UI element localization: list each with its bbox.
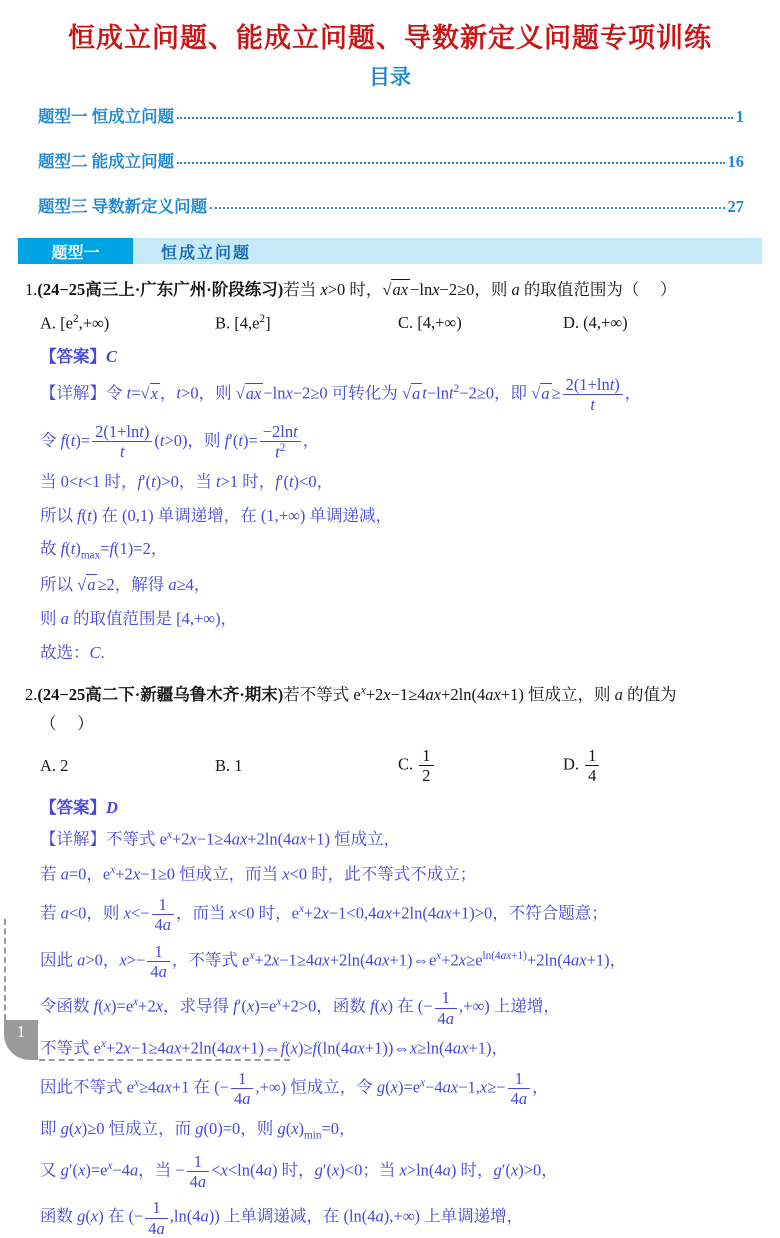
solution-line: 则 a 的取值范围是 [4,+∞)， — [40, 609, 238, 629]
toc-entry-type2[interactable] — [38, 148, 744, 172]
solution-line: 因此 a>0，x>− $\frac{1}{4a}$ ，不等式 $e^x+2x-1\ge 4ax+2\ln(4ax+1)\Leftrightarrow e^x+2x\ge e^{ln(4ax+1)}+2\ln(4ax+1)$， — [40, 941, 627, 981]
page-border-left-dashed — [4, 919, 6, 1020]
page-number-tab — [4, 1020, 38, 1060]
toc-entry-label: 题型二 能成立问题 — [38, 152, 175, 171]
document-title: 恒成立问题、能成立问题、导数新定义问题专项训练 — [68, 23, 712, 53]
option-d: D. $\frac{1}{4}$ — [563, 747, 762, 785]
toc-entry-label: 题型三 导数新定义问题 — [38, 197, 208, 216]
option-c: C. [4,+∞) — [398, 312, 462, 332]
table-of-contents — [38, 103, 744, 217]
solution-line: 不等式 $e^x+2x-1\ge 4ax+2\ln(4ax+1)\Leftrightarrow f(x)\ge f(\ln(4ax+1))\Leftrightarrow x\ge\ln(4ax+1)$， — [40, 1037, 508, 1058]
problem-2-stem: 2.(24−25高二下·新疆乌鲁木齐·期末)若不等式 $e^x+2x-1\ge 4ax+2\ln(4ax+1)$ 恒成立，则 a 的值为 — [25, 684, 677, 704]
page-border-bottom-dashed — [39, 1059, 290, 1061]
solution-line: 若 a<0，则 x<− $\frac{1}{4a}$ ，而当 x<0 时，$e^x+2x-1<0,4ax+2\ln(4ax+1)>0$，不符合题意； — [40, 894, 608, 935]
problem-1-options — [40, 313, 762, 334]
option-d: D. (4,+∞) — [563, 312, 628, 332]
section-header-bar — [18, 238, 762, 264]
solution-line: 又 $g'(x)=e^x-4a$，当 − $\frac{1}{4a}$ <x<ln(4a) 时，g′(x)<0；当 x>ln(4a) 时，g′(x)>0， — [40, 1151, 558, 1192]
toc-entry-label: 题型一 恒成立问题 — [38, 107, 175, 126]
toc-entry-type1[interactable] — [38, 103, 744, 127]
option-a: A. $[e^2,+\infty)$ — [40, 312, 110, 333]
toc-dot-leader — [177, 162, 724, 164]
toc-dot-leader — [177, 117, 733, 119]
problem-1-stem: 1.(24−25高三上·广东广州·阶段练习)若当 x>0 时，√ax −lnx−2≥0，则 a 的取值范围为（ ） — [25, 280, 677, 299]
toc-entry-page: 16 — [727, 152, 744, 171]
option-b: B. $[4,e^2]$ — [215, 312, 271, 333]
option-a: A. 2 — [40, 755, 69, 775]
solution-line: 即 g(x)≥0 恒成立，而 g(0)=0，则 $g(x)_{min}=0$， — [40, 1118, 356, 1141]
solution-line: 若 a=0，$e^x+2x-1\ge 0$ 恒成立，而当 x<0 时，此不等式不成立； — [40, 863, 477, 884]
problem-1-answer: 【答案】C — [40, 347, 118, 367]
problem-1 — [25, 277, 762, 666]
problem-2-stem-continued: （ ） — [40, 714, 94, 734]
solution-line: 因此不等式 $e^x\ge 4ax+1$ 在 (− $\frac{1}{4a}$ ,+∞) 恒成立，令 $g(x)=e^x-4ax-1,x\ge-$ $\frac{1}{4a}$ ， — [40, 1069, 549, 1109]
problem-2-answer: 【答案】D — [40, 798, 118, 818]
toc-dot-leader — [210, 207, 724, 209]
solution-line: 函数 g(x) 在 (− $\frac{1}{4a}$ ,ln(4a)) 上单调递减，在 (ln(4a),+∞) 上单调递增， — [40, 1198, 524, 1238]
solution-line: 令 f(t)= $\frac{2(1+\ln t)}{t}$ (t>0)，则 f′(t)= $\frac{-2\ln t}{t^2}$ ， — [40, 421, 320, 462]
toc-entry-page: 27 — [727, 197, 744, 216]
solution-line: 【详解】不等式 $e^x+2x-1\ge 4ax+2\ln(4ax+1)$ 恒成立， — [40, 829, 401, 849]
page-number: 1 — [16, 1022, 26, 1041]
option-b: B. 1 — [215, 755, 243, 775]
section-title: 恒成立问题 — [161, 244, 252, 262]
document-page — [0, 16, 780, 1238]
solution-line: 所以 √a ≥2，解得 a≥4， — [40, 575, 211, 595]
solution-line: 所以 f(t) 在 (0,1) 单调递增，在 (1,+∞) 单调递减， — [40, 505, 392, 525]
solution-line: 故 $f(t)_{max}=f(1)=2$， — [40, 539, 168, 562]
toc-heading: 目录 — [369, 65, 411, 89]
toc-entry-page: 1 — [735, 107, 744, 126]
toc-entry-type3[interactable] — [38, 193, 744, 217]
section-badge: 题型一 — [18, 238, 133, 264]
option-c: C. $\frac{1}{2}$ — [398, 747, 563, 785]
solution-line: 当 0<t<1 时，f′(t)>0，当 t>1 时，f′(t)<0， — [40, 471, 334, 491]
solution-line: 【详解】令 t=√x ，t>0，则 √ax −lnx−2≥0 可转化为 √a t−lnt$^2$−2≥0，即 √a ≥ $\frac{2(1+\ln t)}{t}$ ， — [40, 375, 642, 415]
problem-2 — [25, 682, 762, 1237]
solution-line: 故选：C. — [40, 642, 105, 662]
solution-line: 令函数 $f(x)=e^x+2x$，求导得 $f'(x)=e^x+2>0$，函数 f(x) 在 (− $\frac{1}{4a}$ ,+∞) 上递增， — [40, 988, 560, 1028]
problem-2-options — [40, 747, 762, 785]
